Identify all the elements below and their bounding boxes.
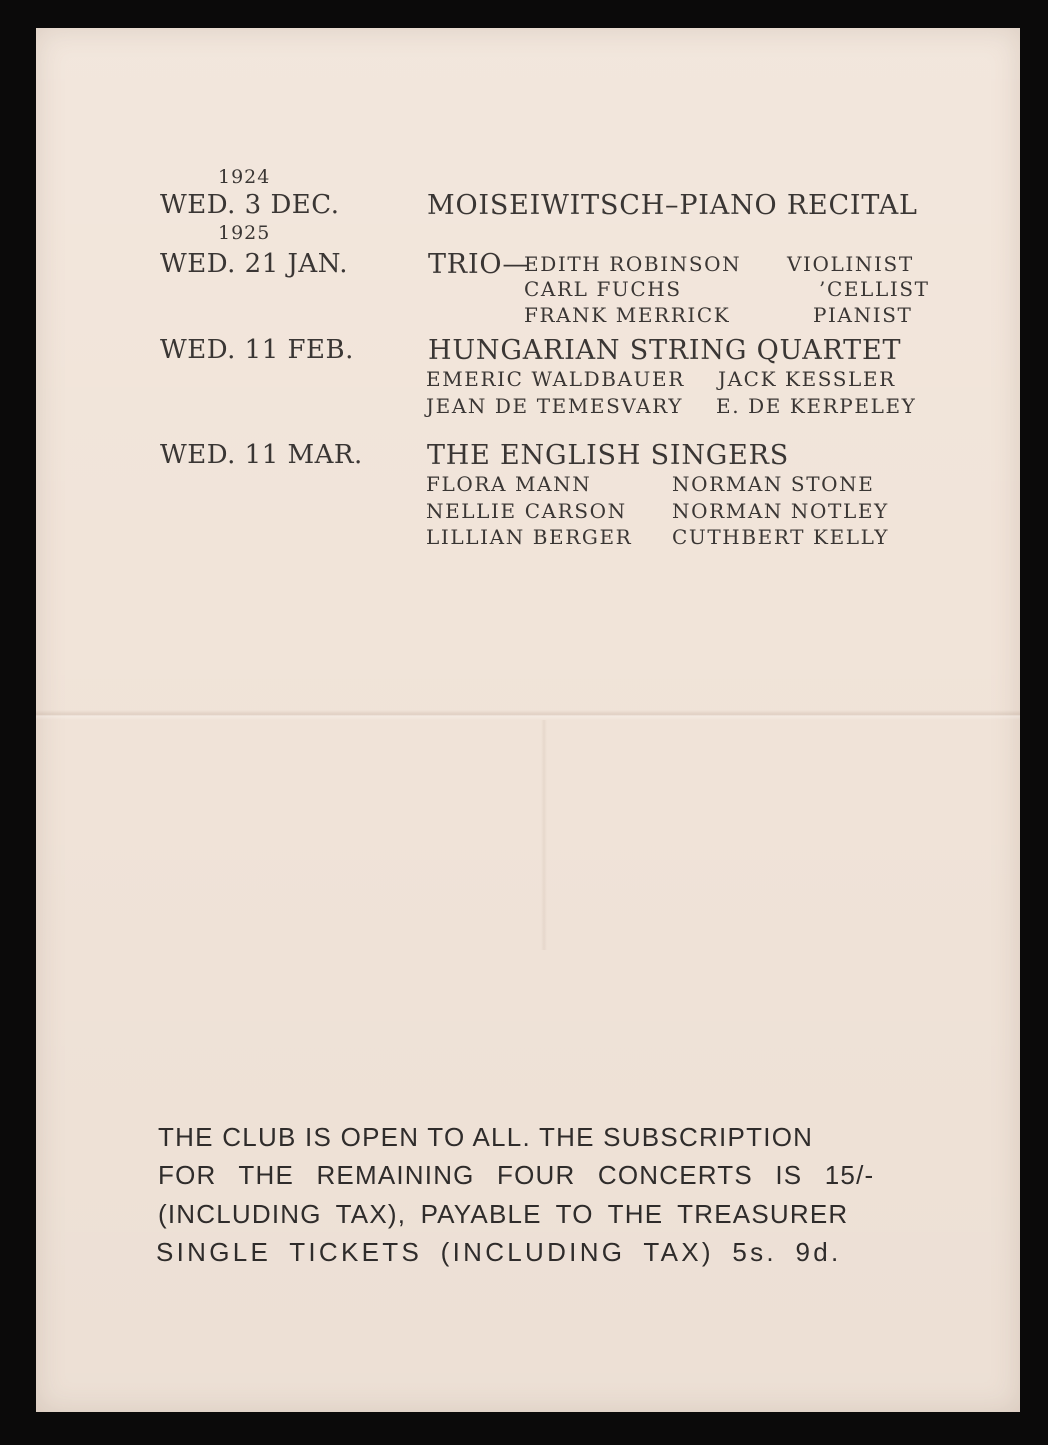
year-1924: 1924 xyxy=(218,166,271,188)
singer-5: NORMAN NOTLEY xyxy=(672,499,889,523)
concert-programme-page xyxy=(36,28,1020,1412)
paper-fold-horizontal xyxy=(36,710,1020,720)
singer-1: FLORA MANN xyxy=(426,472,592,496)
paper-fold-vertical xyxy=(541,720,547,950)
concert-2-date: WED. 21 JAN. xyxy=(160,249,349,279)
quartet-member-3: JACK KESSLER xyxy=(718,367,896,391)
notice-line-2: FOR THE REMAINING FOUR CONCERTS IS 15/- xyxy=(158,1160,875,1190)
singer-6: CUTHBERT KELLY xyxy=(672,525,890,549)
trio-performer-1-name: EDITH ROBINSON xyxy=(524,252,742,276)
notice-line-4: SINGLE TICKETS (INCLUDING TAX) 5s. 9d. xyxy=(156,1237,842,1267)
trio-performer-1-role: VIOLINIST xyxy=(787,252,914,276)
quartet-member-4: E. DE KERPELEY xyxy=(716,394,917,418)
concert-4-title: THE ENGLISH SINGERS xyxy=(427,440,790,471)
trio-performer-2-role: ’CELLIST xyxy=(819,277,930,301)
trio-performer-2-name: CARL FUCHS xyxy=(524,277,682,301)
concert-4-date: WED. 11 MAR. xyxy=(160,440,363,470)
singer-2: NELLIE CARSON xyxy=(426,499,627,523)
singer-3: LILLIAN BERGER xyxy=(426,525,633,549)
notice-line-1: THE CLUB IS OPEN TO ALL. THE SUBSCRIPTION xyxy=(158,1122,814,1152)
concert-3-date: WED. 11 FEB. xyxy=(160,335,354,365)
notice-line-3: (INCLUDING TAX), PAYABLE TO THE TREASURER xyxy=(158,1199,849,1229)
concert-2-title: TRIO— xyxy=(428,249,531,280)
quartet-member-2: JEAN DE TEMESVARY xyxy=(426,394,684,418)
singer-4: NORMAN STONE xyxy=(672,472,875,496)
trio-performer-3-name: FRANK MERRICK xyxy=(524,303,731,327)
concert-3-title: HUNGARIAN STRING QUARTET xyxy=(428,335,902,366)
quartet-member-1: EMERIC WALDBAUER xyxy=(426,367,685,391)
concert-1-date: WED. 3 DEC. xyxy=(160,190,340,220)
year-1925: 1925 xyxy=(218,222,271,244)
trio-performer-3-role: PIANIST xyxy=(813,303,913,327)
concert-1-title: MOISEIWITSCH–PIANO RECITAL xyxy=(427,190,918,221)
